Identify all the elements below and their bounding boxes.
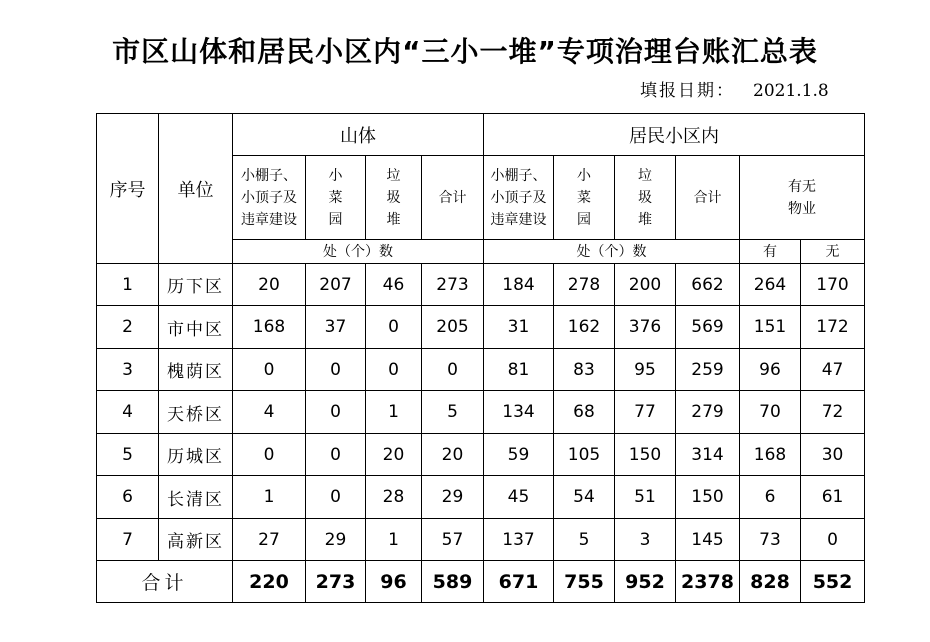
cell-m-garbage: 28 (366, 476, 422, 519)
total-m-total: 589 (422, 561, 484, 603)
cell-m-garbage: 1 (366, 519, 422, 561)
cell-r-total: 314 (676, 434, 740, 476)
total-r-garden: 755 (554, 561, 615, 603)
report-date (640, 76, 829, 101)
cell-r-garbage: 95 (615, 349, 676, 391)
cell-m-total: 0 (422, 349, 484, 391)
cell-r-total: 279 (676, 391, 740, 434)
cell-r-garbage: 376 (615, 306, 676, 349)
table-row (97, 476, 865, 519)
cell-seq: 2 (97, 306, 159, 349)
table-row (97, 306, 865, 349)
cell-none: 72 (801, 391, 865, 434)
cell-r-shed: 31 (484, 306, 554, 349)
header-has: 有 (740, 240, 801, 264)
date-label: 填报日期： (640, 81, 735, 101)
cell-r-total: 259 (676, 349, 740, 391)
cell-m-garden: 37 (306, 306, 366, 349)
cell-m-shed: 168 (233, 306, 306, 349)
total-r-shed: 671 (484, 561, 554, 603)
cell-seq: 1 (97, 264, 159, 306)
cell-has: 70 (740, 391, 801, 434)
header-r-total: 合计 (676, 156, 740, 240)
cell-r-garbage: 150 (615, 434, 676, 476)
cell-unit: 高新区 (159, 519, 233, 561)
cell-seq: 7 (97, 519, 159, 561)
cell-m-garden: 207 (306, 264, 366, 306)
cell-none: 61 (801, 476, 865, 519)
cell-unit: 长清区 (159, 476, 233, 519)
cell-none: 47 (801, 349, 865, 391)
cell-unit: 槐荫区 (159, 349, 233, 391)
total-none: 552 (801, 561, 865, 603)
cell-unit: 历城区 (159, 434, 233, 476)
cell-r-total: 150 (676, 476, 740, 519)
header-property: 有无物业 (740, 156, 865, 240)
cell-r-shed: 184 (484, 264, 554, 306)
cell-r-garbage: 77 (615, 391, 676, 434)
total-m-shed: 220 (233, 561, 306, 603)
header-r-garbage: 垃圾堆 (615, 156, 676, 240)
header-m-garbage: 垃圾堆 (366, 156, 422, 240)
cell-m-garbage: 0 (366, 306, 422, 349)
total-m-garden: 273 (306, 561, 366, 603)
header-seq: 序号 (97, 114, 159, 264)
header-none: 无 (801, 240, 865, 264)
cell-r-shed: 45 (484, 476, 554, 519)
cell-m-shed: 1 (233, 476, 306, 519)
cell-r-shed: 134 (484, 391, 554, 434)
cell-r-total: 569 (676, 306, 740, 349)
cell-none: 172 (801, 306, 865, 349)
cell-r-garden: 105 (554, 434, 615, 476)
cell-r-garden: 83 (554, 349, 615, 391)
cell-r-total: 662 (676, 264, 740, 306)
cell-m-garbage: 1 (366, 391, 422, 434)
page-title: 市区山体和居民小区内“三小一堆”专项治理台账汇总表 (112, 35, 818, 68)
table-row (97, 264, 865, 306)
cell-m-total: 205 (422, 306, 484, 349)
cell-m-total: 20 (422, 434, 484, 476)
total-r-garbage: 952 (615, 561, 676, 603)
cell-seq: 6 (97, 476, 159, 519)
summary-table (96, 113, 865, 603)
header-row-1 (97, 114, 865, 156)
cell-seq: 3 (97, 349, 159, 391)
cell-m-total: 57 (422, 519, 484, 561)
table-row (97, 349, 865, 391)
table-row (97, 519, 865, 561)
header-residential: 居民小区内 (484, 114, 865, 156)
cell-m-garbage: 0 (366, 349, 422, 391)
total-r-total: 2378 (676, 561, 740, 603)
cell-m-total: 29 (422, 476, 484, 519)
cell-has: 73 (740, 519, 801, 561)
cell-unit: 市中区 (159, 306, 233, 349)
cell-none: 170 (801, 264, 865, 306)
cell-none: 0 (801, 519, 865, 561)
cell-m-shed: 27 (233, 519, 306, 561)
date-value: 2021.1.8 (753, 81, 829, 101)
cell-seq: 5 (97, 434, 159, 476)
header-m-total: 合计 (422, 156, 484, 240)
cell-m-garden: 0 (306, 349, 366, 391)
cell-r-total: 145 (676, 519, 740, 561)
cell-r-shed: 137 (484, 519, 554, 561)
cell-m-garbage: 20 (366, 434, 422, 476)
header-r-garden: 小菜园 (554, 156, 615, 240)
cell-m-total: 5 (422, 391, 484, 434)
total-m-garbage: 96 (366, 561, 422, 603)
cell-m-garden: 0 (306, 391, 366, 434)
cell-none: 30 (801, 434, 865, 476)
header-unit: 单位 (159, 114, 233, 264)
cell-seq: 4 (97, 391, 159, 434)
cell-unit: 历下区 (159, 264, 233, 306)
cell-has: 168 (740, 434, 801, 476)
total-has: 828 (740, 561, 801, 603)
cell-r-garbage: 51 (615, 476, 676, 519)
header-m-shed: 小棚子、小顶子及违章建设 (233, 156, 306, 240)
cell-r-garden: 162 (554, 306, 615, 349)
cell-r-shed: 81 (484, 349, 554, 391)
cell-r-garbage: 3 (615, 519, 676, 561)
header-m-garden: 小菜园 (306, 156, 366, 240)
cell-r-garden: 278 (554, 264, 615, 306)
cell-m-shed: 20 (233, 264, 306, 306)
cell-m-shed: 0 (233, 349, 306, 391)
cell-has: 264 (740, 264, 801, 306)
cell-m-total: 273 (422, 264, 484, 306)
cell-has: 6 (740, 476, 801, 519)
cell-r-garden: 54 (554, 476, 615, 519)
header-mountain: 山体 (233, 114, 484, 156)
cell-m-garden: 0 (306, 434, 366, 476)
cell-r-garden: 68 (554, 391, 615, 434)
header-m-count-unit: 处（个）数 (233, 240, 484, 264)
cell-m-shed: 4 (233, 391, 306, 434)
cell-m-garbage: 46 (366, 264, 422, 306)
table-row (97, 434, 865, 476)
cell-m-shed: 0 (233, 434, 306, 476)
cell-has: 151 (740, 306, 801, 349)
header-r-shed: 小棚子、小顶子及违章建设 (484, 156, 554, 240)
header-r-count-unit: 处（个）数 (484, 240, 740, 264)
total-row (97, 561, 865, 603)
cell-has: 96 (740, 349, 801, 391)
cell-unit: 天桥区 (159, 391, 233, 434)
cell-r-shed: 59 (484, 434, 554, 476)
cell-m-garden: 0 (306, 476, 366, 519)
cell-r-garden: 5 (554, 519, 615, 561)
cell-m-garden: 29 (306, 519, 366, 561)
table-row (97, 391, 865, 434)
cell-r-garbage: 200 (615, 264, 676, 306)
total-label: 合计 (97, 561, 233, 603)
